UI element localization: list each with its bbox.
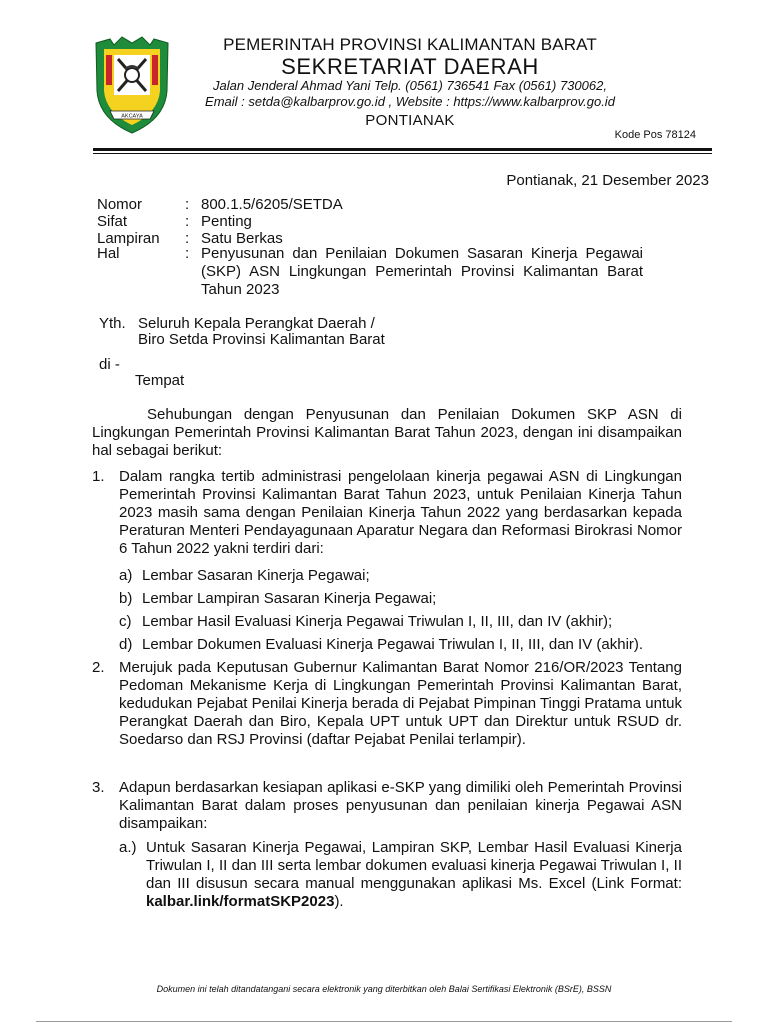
- sub-item-text: Lembar Dokumen Evaluasi Kinerja Pegawai Triwulan I, II, III, dan IV (akhir).: [142, 636, 644, 653]
- recipient-line-2: Biro Setda Provinsi Kalimantan Barat: [138, 331, 385, 348]
- meta-colon: :: [185, 196, 190, 213]
- sub-item-text: Lembar Lampiran Sasaran Kinerja Pegawai;: [142, 590, 437, 607]
- item-3-text: Adapun berdasarkan kesiapan aplikasi e-SKP yang dimiliki oleh Pemerintah Provinsi Kalimantan Barat dalam proses penyusunan dan penilaian kinerja Pegawai ASN disampaikan:: [119, 779, 682, 832]
- letterhead-rule-thick: [93, 148, 712, 151]
- letter-date: Pontianak, 21 Desember 2023: [506, 172, 709, 189]
- letterhead-contact: Email : setda@kalbarprov.go.id , Website : https://www.kalbarprov.go.id: [205, 94, 615, 109]
- item-2-text: Merujuk pada Keputusan Gubernur Kalimantan Barat Nomor 216/OR/2023 Tentang Pedoman Mekanisme Kerja di Lingkungan Pemerintah Provinsi Kalimantan Barat, kedudukan Pejabat Penilai Kinerja berada di Pejabat Pimpinan Tinggi Pratama untuk Perangkat Daerah dan Biro, Kepala UPT untuk UPT dan Direktur untuk RSUD dr. Soedarso dan RSJ Provinsi (daftar Pejabat Penilai terlampir).: [119, 659, 682, 748]
- sub-item-text: Lembar Hasil Evaluasi Kinerja Pegawai Triwulan I, II, III, dan IV (akhir);: [142, 613, 613, 630]
- item-number: 2.: [92, 659, 105, 676]
- meta-colon: :: [185, 230, 190, 247]
- meta-label-nomor: Nomor: [97, 196, 143, 213]
- recipient-place: Tempat: [135, 372, 185, 389]
- meta-value-nomor: 800.1.5/6205/SETDA: [201, 196, 343, 213]
- logo-ribbon-text: AKCAYA: [121, 113, 143, 120]
- item-number: 1.: [92, 468, 105, 485]
- sub-item-label: a): [119, 567, 133, 584]
- letterhead-postal-code: Kode Pos 78124: [614, 129, 696, 141]
- recipient-di: di -: [99, 356, 120, 373]
- footer-rule: [36, 1021, 732, 1022]
- letterhead-rule-thin: [93, 153, 712, 154]
- recipient-label: Yth.: [99, 315, 126, 332]
- recipient-line-1: Seluruh Kepala Perangkat Daerah /: [138, 315, 375, 332]
- e-signature-footer: Dokumen ini telah ditandatangani secara elektronik yang diterbitkan oleh Balai Sertifikasi Elektronik (BSrE), BSSN: [156, 984, 612, 994]
- meta-value-lampiran: Satu Berkas: [201, 230, 283, 247]
- meta-value-sifat: Penting: [201, 213, 252, 230]
- letterhead-government-name: PEMERINTAH PROVINSI KALIMANTAN BARAT: [223, 35, 597, 54]
- item-3a-tail: ).: [334, 893, 344, 910]
- meta-label-sifat: Sifat: [97, 213, 128, 230]
- letterhead-city: PONTIANAK: [365, 112, 455, 129]
- sub-item-label: c): [119, 613, 132, 630]
- meta-colon: :: [185, 245, 190, 262]
- meta-label-lampiran: Lampiran: [97, 230, 160, 247]
- item-1-text: Dalam rangka tertib administrasi pengelolaan kinerja pegawai ASN di Lingkungan Pemerintah Provinsi Kalimantan Barat Tahun 2023, untuk Penilaian Kinerja Tahun 2023 masih sama dengan Penilaian Kinerja Tahun 2022 yang berdasarkan kepada Peraturan Menteri Pendayagunaan Aparatur Negara dan Reformasi Birokrasi Nomor 6 Tahun 2022 yakni terdiri dari:: [119, 468, 682, 557]
- sub-item-label: d): [119, 636, 133, 653]
- meta-value-hal: Penyusunan dan Penilaian Dokumen Sasaran Kinerja Pegawai (SKP) ASN Lingkungan Pemerintah Provinsi Kalimantan Barat Tahun 2023: [201, 245, 643, 298]
- intro-paragraph: Sehubungan dengan Penyusunan dan Penilaian Dokumen SKP ASN di Lingkungan Pemerintah Provinsi Kalimantan Barat Tahun 2023, dengan ini disampaikan hal sebagai berikut:: [92, 406, 682, 459]
- letterhead-address: Jalan Jenderal Ahmad Yani Telp. (0561) 736541 Fax (0561) 730062,: [213, 78, 607, 93]
- sub-item-label: a.): [119, 839, 137, 856]
- provincial-emblem-logo: [92, 33, 172, 135]
- sub-item-label: b): [119, 590, 133, 607]
- item-3a-text: [146, 839, 682, 911]
- letterhead-office-name: SEKRETARIAT DAERAH: [281, 54, 539, 79]
- item-3a-body: Untuk Sasaran Kinerja Pegawai, Lampiran SKP, Lembar Hasil Evaluasi Kinerja Triwulan I, II dan III serta lembar dokumen evaluasi kinerja Pegawai Triwulan I, II dan III disusun secara manual menggunakan aplikasi Ms. Excel (Link Format:: [146, 839, 682, 892]
- format-link[interactable]: kalbar.link/formatSKP2023: [146, 893, 335, 910]
- sub-item-text: Lembar Sasaran Kinerja Pegawai;: [142, 567, 370, 584]
- meta-colon: :: [185, 213, 190, 230]
- item-number: 3.: [92, 779, 105, 796]
- meta-label-hal: Hal: [97, 245, 120, 262]
